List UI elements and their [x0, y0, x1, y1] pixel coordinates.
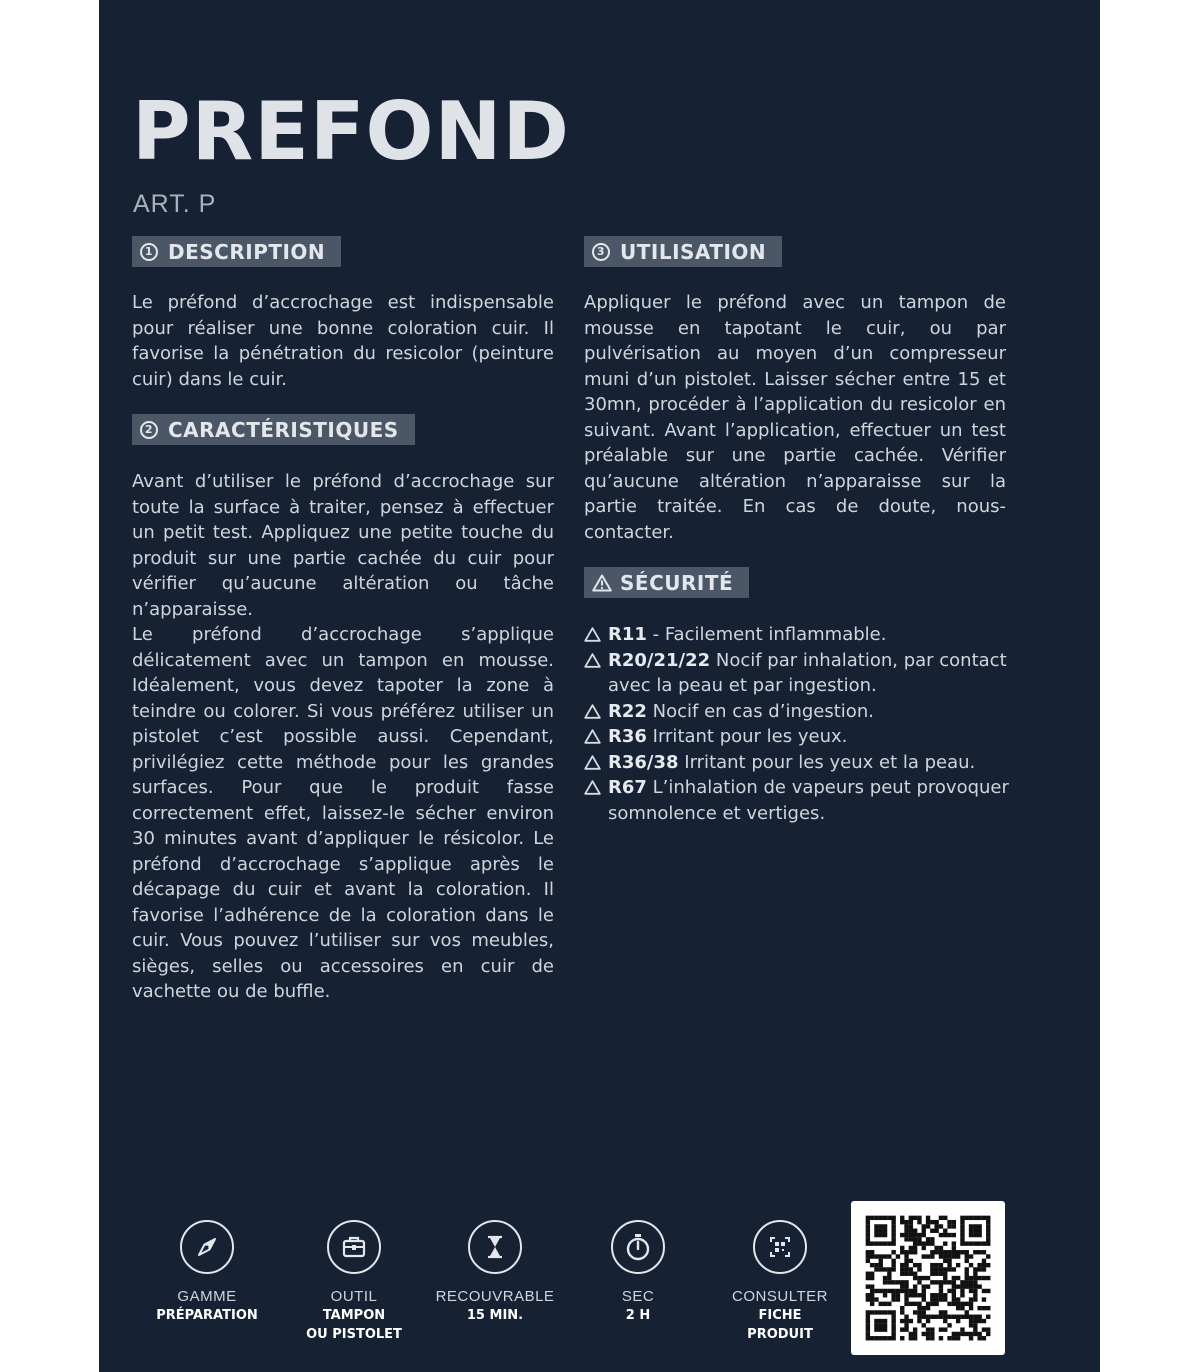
risk-item — [584, 699, 1014, 725]
warning-triangle-icon — [584, 780, 601, 795]
compass-icon — [180, 1220, 234, 1274]
risk-item — [584, 750, 1014, 776]
feature-value: PRÉPARATION — [156, 1308, 258, 1323]
risk-text: Irritant pour les yeux et la peau. — [678, 751, 976, 773]
risk-code: R11 — [608, 624, 647, 645]
section-number: 1 — [140, 243, 158, 261]
warning-triangle-icon — [584, 755, 601, 770]
caracteristiques-text-2: Le préfond d’accrochage s’applique délicatement avec un tampon en mousse. Idéalement, vous devez tapoter la zone à teindre ou colorer. Si vous préférez utiliser un pistolet c’est possible aussi. Cependant, privilégiez cette méthode pour les grandes surfaces. Pour que le produit fasse correctement effet, laissez-le sécher environ 30 minutes avant d’appliquer le résicolor. Le préfond d’accrochage s’applique après le décapage du cuir et avant la coloration. Il favorise l’adhérence de la coloration dans le cuir. Vous pouvez l’utiliser sur vos meubles, sièges, selles ou accessoires en cuir de vachette ou de buffle. — [132, 624, 554, 1002]
risk-text: Nocif par inhalation, par contact avec la peau et par ingestion. — [608, 649, 1007, 696]
toolbox-icon — [327, 1220, 381, 1274]
feature-label: CONSULTER — [732, 1288, 828, 1305]
feature-label: OUTIL — [330, 1288, 378, 1305]
warning-icon — [592, 574, 612, 592]
feature-outil — [279, 1220, 429, 1344]
product-sheet — [99, 0, 1100, 1372]
section-heading: DESCRIPTION — [168, 239, 326, 264]
page-title: PREFOND — [132, 85, 570, 178]
warning-triangle-icon — [584, 653, 601, 668]
article-reference: ART. P — [133, 190, 217, 218]
feature-label: RECOUVRABLE — [435, 1288, 555, 1305]
risk-item — [584, 648, 1014, 699]
description-text: Le préfond d’accrochage est indispensable pour réaliser une bonne coloration cuir. Il favorise la pénétration du resicolor (peinture cuir) dans le cuir. — [132, 292, 554, 390]
feature-value-2: PRODUIT — [747, 1327, 813, 1342]
warning-triangle-icon — [584, 627, 601, 642]
feature-label: GAMME — [177, 1288, 237, 1305]
section-number: 3 — [592, 243, 610, 261]
feature-value: 15 MIN. — [466, 1308, 524, 1323]
risk-text: - Facilement inflammable. — [646, 624, 887, 645]
risk-phrases-list — [584, 622, 1014, 826]
risk-code: R22 — [608, 700, 647, 722]
risk-code: R20/21/22 — [608, 649, 711, 671]
utilisation-text: Appliquer le préfond avec un tampon de mousse en tapotant le cuir, ou par pulvérisation au moyen d’un compresseur muni d’un pistolet. Laisser sécher entre 15 et 30mn, procéder à l’application du resicolor en suivant. Avant l’application, effectuer un test préalable sur une partie cachée. Vérifier qu’aucune altération n’apparaisse sur la partie traitée. En cas de doute, nous-contacter. — [584, 292, 1006, 543]
feature-value: 2 H — [625, 1308, 651, 1323]
warning-triangle-icon — [584, 729, 601, 744]
feature-recouvrable — [420, 1220, 570, 1325]
section-heading: UTILISATION — [620, 239, 767, 264]
feature-consulter — [705, 1220, 855, 1344]
section-heading: CARACTÉRISTIQUES — [168, 417, 399, 442]
section-number: 2 — [140, 421, 158, 439]
section-badge-securite — [584, 567, 749, 598]
section-badge-description — [132, 236, 341, 267]
feature-gamme — [132, 1220, 282, 1325]
section-badge-caracteristiques — [132, 414, 415, 445]
feature-label: SEC — [621, 1288, 655, 1305]
feature-value: TAMPON — [322, 1308, 386, 1323]
feature-value-2: OU PISTOLET — [306, 1327, 402, 1342]
section-heading: SÉCURITÉ — [620, 570, 734, 595]
risk-code: R36 — [608, 726, 647, 747]
qr-scan-icon — [753, 1220, 807, 1274]
feature-value: FICHE — [758, 1308, 802, 1323]
risk-text: L’inhalation de vapeurs peut provoquer somnolence et vertiges. — [608, 777, 1009, 824]
warning-triangle-icon — [584, 704, 601, 719]
feature-sec — [563, 1220, 713, 1325]
stopwatch-icon — [611, 1220, 665, 1274]
hourglass-icon — [468, 1220, 522, 1274]
risk-text: Nocif en cas d’ingestion. — [646, 700, 874, 722]
risk-code: R67 — [608, 777, 647, 798]
caracteristiques-text-1: Avant d’utiliser le préfond d’accrochage sur toute la surface à traiter, pensez à effectuer un petit test. Appliquez une petite touche du produit sur une partie cachée du cuir pour vérifier qu’aucune altération ou tâche n’apparaisse. — [132, 471, 554, 620]
risk-item — [584, 724, 1014, 750]
section-badge-utilisation — [584, 236, 782, 267]
qr-code-pattern — [851, 1201, 1005, 1355]
risk-text: Irritant pour les yeux. — [646, 726, 848, 747]
risk-item — [584, 775, 1014, 826]
qr-code[interactable] — [851, 1201, 1005, 1355]
risk-item — [584, 622, 1014, 648]
risk-code: R36/38 — [608, 751, 679, 773]
